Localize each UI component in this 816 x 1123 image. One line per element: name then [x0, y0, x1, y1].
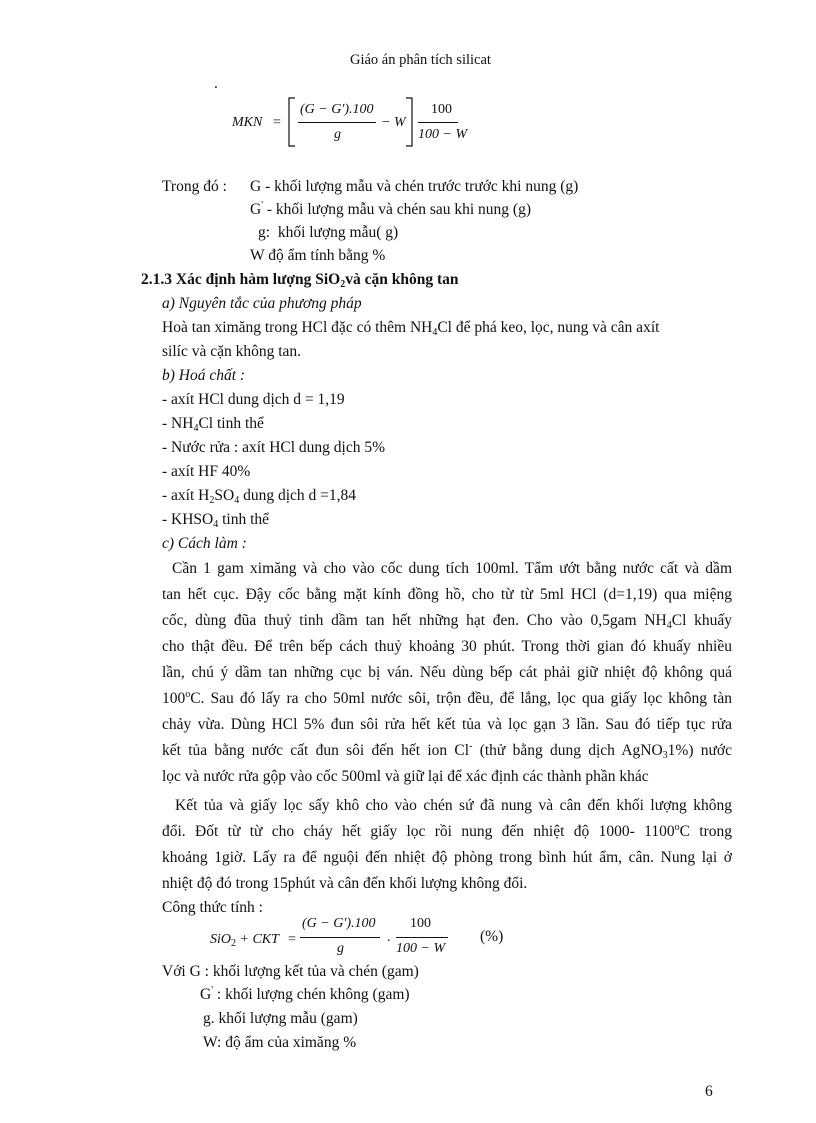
formula-denominator-2: 100 − W — [418, 127, 468, 142]
procedure-line: kết tủa bằng nước cất đun sôi đến hết ion Cl- (thử bằng dung dịch AgNO$_3$1%) nước — [162, 741, 732, 761]
where-item: Với G : khối lượng kết tủa và chén (gam) — [162, 963, 419, 980]
procedure-line: cốc, dùng đũa thuỷ tinh dầm tan hết những hạt đen. Cho vào 0,5gam $NH_4Cl$ khuấy — [162, 612, 733, 631]
procedure-line: lần, chú ý dầm tan những cục bị ván. Nếu dùng bếp cát phải giữ nhiệt độ không quá — [162, 664, 732, 681]
chemical-item: - $NH_4Cl$ tinh thể — [162, 415, 264, 434]
procedure-line: đổi. Đốt từ từ cho cháy hết giấy lọc rồi nung đến nhiệt độ 1000- 1100$^o$C trong — [162, 822, 732, 840]
principle-line: silíc và cặn không tan. — [162, 343, 302, 360]
right-bracket — [404, 96, 416, 148]
fraction-bar-2 — [418, 122, 458, 123]
procedure-line: nhiệt độ đó trong 15phút và cân đến khối lượng không đổi. — [162, 875, 528, 892]
formula-numerator: (G − G').100 — [302, 916, 376, 931]
fraction-bar — [298, 122, 376, 123]
procedure-line: Cần 1 gam ximăng và cho vào cốc dung tích 100ml. Tẩm ướt bằng nước cất và dầm — [172, 560, 732, 577]
chemical-item: - axít HF 40% — [162, 463, 251, 480]
formula-denominator: g — [337, 941, 344, 956]
procedure-line: tan hết cục. Đậy cốc bằng mặt kính đồng hồ, cho từ từ 5ml HCl (d=1,19) qua miệng — [162, 586, 732, 603]
procedure-line: 100$^o$C. Sau đó lấy ra cho 50ml nước sôi, trộn đều, để lắng, lọc qua giấy lọc không tàn — [162, 689, 732, 707]
where-intro: Trong đó : — [162, 178, 227, 195]
procedure-line: lọc và nước rửa gộp vào cốc 500ml và giữ lại để xác định các thành phần khác — [162, 768, 649, 785]
stray-dot: . — [214, 75, 218, 92]
formula-equals: = — [288, 932, 296, 947]
chemical-item: - axít $H_2SO_4$ dung dịch d =1,84 — [162, 487, 356, 506]
principle-line: Hoà tan ximăng trong HCl đặc có thêm $NH_4Cl$ để phá keo, lọc, nung và cân axít — [162, 319, 660, 338]
page-header: Giáo án phân tích silicat — [350, 52, 491, 68]
formula-denominator-2: 100 − W — [396, 941, 446, 956]
formula-lhs: SiO$_2$ + CKT — [210, 932, 279, 949]
formula-numerator: (G − G').100 — [300, 102, 374, 117]
formula-denominator: g — [334, 127, 341, 142]
formula-dot: . — [387, 930, 391, 945]
procedure-line: cho thật đều. Để trên bếp cách thuỷ khoảng 30 phút. Trong thời gian đó khuấy nhiều — [162, 638, 732, 655]
chemical-item: - Nước rửa : axít HCl dung dịch 5% — [162, 439, 386, 456]
formula-lhs: MKN — [232, 115, 263, 130]
where-item: W: độ ẩm của ximăng % — [203, 1034, 357, 1051]
where-item: G' - khối lượng mẫu và chén sau khi nung (g) — [250, 200, 532, 218]
fraction-bar — [300, 937, 380, 938]
section-heading: 2.1.3 Xác định hàm lượng SiO$_2$và cặn không tan — [141, 271, 459, 290]
subsection-b-title: b) Hoá chất : — [162, 367, 246, 384]
left-bracket — [285, 96, 297, 148]
formula-equals: = — [273, 115, 281, 130]
fraction-bar-2 — [396, 937, 448, 938]
formula-numerator-2: 100 — [431, 102, 452, 117]
page-number: 6 — [705, 1083, 713, 1100]
where-item: G - khối lượng mẫu và chén trước trước khi nung (g) — [250, 178, 579, 195]
where-item: g. khối lượng mẫu (gam) — [203, 1010, 358, 1027]
formula-unit: (%) — [480, 928, 504, 945]
chemical-item: - $KHSO_4$ tinh thể — [162, 511, 270, 530]
procedure-line: khoảng 1giờ. Lấy ra để nguội đến nhiệt độ phòng trong bình hút ẩm, cân. Nung lại ở — [162, 849, 732, 866]
where-item: W độ ẩm tính bằng % — [250, 247, 386, 264]
chemical-item: - axít HCl dung dịch d = 1,19 — [162, 391, 345, 408]
procedure-line: chảy vừa. Dùng HCl 5% đun sôi rửa hết kết tủa và lọc gạn 3 lần. Sau đó tiếp tục rửa — [162, 716, 732, 733]
procedure-line: Kết tủa và giấy lọc sấy khô cho vào chén sứ đã nung và cân đến khối lượng không — [175, 797, 732, 814]
formula-minus-w: − W — [381, 115, 406, 130]
where-item: G' : khối lượng chén không (gam) — [200, 985, 410, 1003]
formula-numerator-2: 100 — [410, 916, 431, 931]
formula-label: Công thức tính : — [162, 899, 263, 916]
subsection-a-title: a) Nguyên tắc của phương pháp — [162, 295, 362, 312]
subsection-c-title: c) Cách làm : — [162, 535, 247, 552]
where-item: g: khối lượng mẫu( g) — [258, 224, 399, 241]
